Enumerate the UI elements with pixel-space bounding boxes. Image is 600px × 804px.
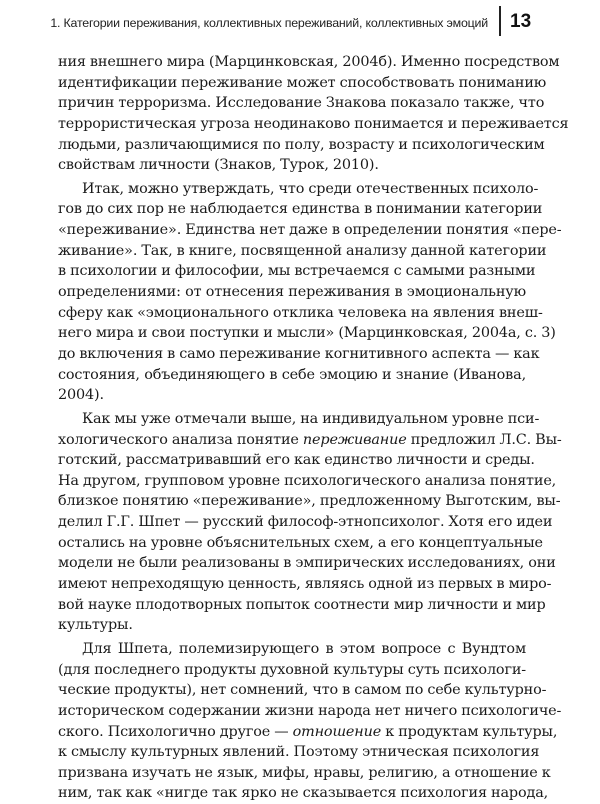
text-line: гов до сих пор не наблюдается единства в понимании категории — [58, 201, 543, 218]
text-line: вой науке плодотворных попыток соотнести мир личности и мир — [58, 596, 546, 613]
text-line: сферу как «эмоционального отклика человека на явления внеш- — [58, 304, 543, 321]
text-line: свойствам личности (Знаков, Турок, 2010). — [58, 157, 379, 174]
text-line: культуры. — [58, 617, 133, 634]
text-line: Для Шпета, полемизирующего в этом вопросе с Вундтом — [82, 640, 526, 657]
paragraph-2 — [58, 179, 562, 406]
text-line: причин терроризма. Исследование Знакова показало также, что — [58, 95, 545, 112]
text-line: призвана изучать не язык, мифы, нравы, религию, а отношение к — [58, 764, 551, 781]
text-line: остались на уровне объяснительных схем, а его концептуальные — [58, 534, 543, 551]
text-line — [58, 430, 562, 451]
text-line: людьми, различающимися по полу, возрасту и психологическим — [58, 136, 545, 153]
text-line — [58, 722, 558, 743]
text-line: Итак, можно утверждать, что среди отечественных психоло- — [82, 180, 539, 197]
italic-term: переживание — [302, 431, 407, 448]
text-line: живание». Так, в книге, посвященной анализу данной категории — [58, 242, 547, 259]
text-line: (для последнего продукты духовной культуры суть психологи- — [58, 661, 526, 678]
text-line: в психологии и философии, мы встречаемся с самыми разными — [58, 263, 536, 280]
text-line: модели не были реализованы в эмпирических исследованиях, они — [58, 555, 556, 572]
text-run: хологического анализа понятие — [58, 431, 303, 448]
text-run: ского. Психологично другое — — [58, 723, 293, 740]
text-run: предложил Л.С. Вы- — [406, 431, 562, 448]
text-line: ним, так как «нигде так ярко не сказывается психология народа, — [58, 785, 549, 802]
text-line: 2004). — [58, 387, 104, 404]
text-line: историческом содержании жизни народа нет ничего психологиче- — [58, 702, 562, 719]
page-header — [50, 0, 532, 44]
text-line: него мира и свои поступки и мысли» (Марцинковская, 2004а, с. 3) — [58, 325, 556, 342]
text-line: к смыслу культурных явлений. Поэтому этническая психология — [58, 744, 540, 761]
text-line: «переживание». Единства нет даже в определении понятия «пере- — [58, 222, 562, 239]
text-line: состояния, объединяющего в себе эмоцию и знание (Иванова, — [58, 366, 526, 383]
text-line: близкое понятию «переживание», предложенному Выготским, вы- — [58, 493, 561, 510]
text-line: готский, рассматривавший его как единство личности и среды. — [58, 452, 535, 469]
text-line: Как мы уже отмечали выше, на индивидуальном уровне пси- — [82, 410, 540, 427]
italic-term: отношение — [292, 723, 382, 740]
paragraph-3 — [58, 409, 562, 636]
header-divider — [499, 6, 501, 36]
body-text — [58, 52, 569, 804]
running-head: 1. Категории переживания, коллективных переживаний, коллективных эмоций — [50, 16, 488, 30]
page-number: 13 — [510, 11, 532, 32]
text-line: до включения в само переживание когнитивного аспекта — как — [58, 345, 540, 362]
text-line: ческие продукты), нет сомнений, что в самом по себе культурно- — [58, 682, 547, 699]
text-line: идентификации переживание может способствовать пониманию — [58, 74, 547, 91]
paragraph-1 — [58, 52, 569, 176]
text-line: имеют непреходящую ценность, являясь одной из первых в миро- — [58, 576, 552, 593]
text-line: террористическая угроза неодинаково понимается и переживается — [58, 115, 569, 132]
text-line: определениями: от отнесения переживания в эмоциональную — [58, 284, 526, 301]
text-line: ния внешнего мира (Марцинковская, 2004б). Именно посредством — [58, 54, 560, 70]
text-run: к продуктам культуры, — [381, 723, 558, 740]
text-line: делил Г.Г. Шпет — русский философ-этнопсихолог. Хотя его идеи — [58, 514, 553, 531]
text-line: На другом, групповом уровне психологического анализа понятие, — [58, 472, 557, 489]
paragraph-4 — [58, 639, 562, 804]
